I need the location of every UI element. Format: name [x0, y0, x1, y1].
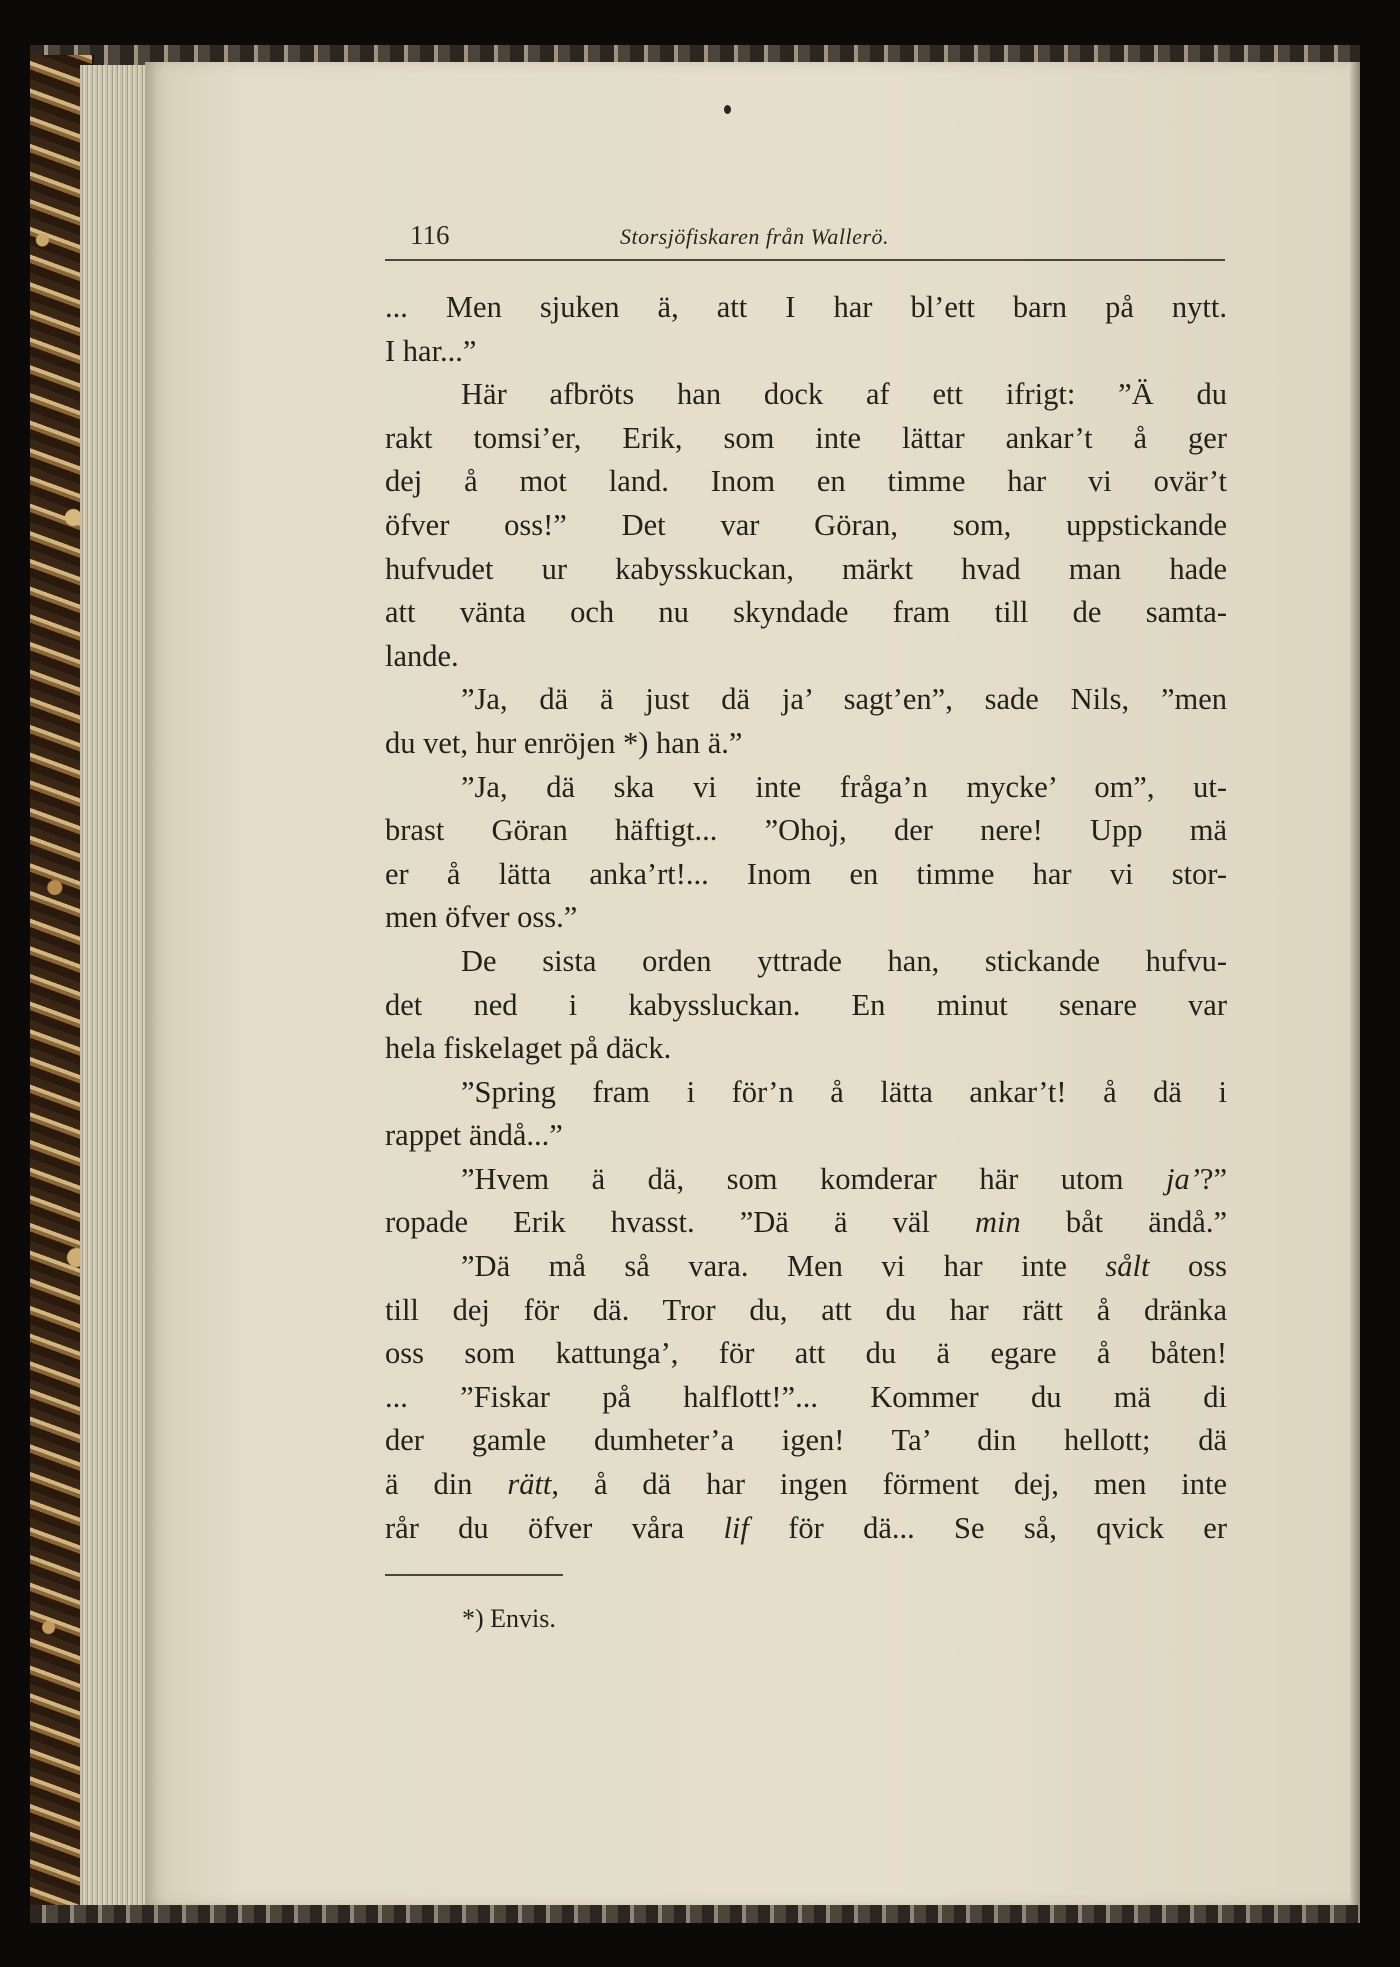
text-line: er å lätta anka’rt!... Inom en timme har vi stor- — [385, 856, 1227, 891]
text-line: öfver oss!” Det var Göran, som, uppstickande — [385, 507, 1227, 542]
text-line: ä din rätt, å dä har ingen förment dej, men inte — [385, 1467, 1227, 1502]
text-line: ”Ja, dä ä just dä ja’ sagt’en”, sade Nils, ”men — [461, 682, 1227, 717]
body-text — [385, 286, 1227, 1550]
footnote-text: Envis. — [490, 1604, 556, 1633]
footnote-marker: *) — [462, 1604, 484, 1633]
header-rule — [385, 259, 1225, 261]
text-line: rår du öfver våra lif för dä... Se så, qvick er — [385, 1510, 1227, 1545]
text-line: De sista orden yttrade han, stickande hufvu- — [461, 943, 1227, 978]
text-line: ... ”Fiskar på halflott!”... Kommer du mä di — [385, 1379, 1227, 1414]
text-line: hufvudet ur kabysskuckan, märkt hvad man hade — [385, 551, 1227, 586]
text-line: lande. — [385, 638, 459, 673]
text-line: rappet ändå...” — [385, 1118, 563, 1153]
text-line: hela fiskelaget på däck. — [385, 1031, 672, 1066]
text-line: der gamle dumheter’a igen! Ta’ din hellott; dä — [385, 1423, 1227, 1458]
text-line: ”Ja, dä ska vi inte fråga’n mycke’ om”, ut- — [461, 769, 1227, 804]
running-title: Storsjöfiskaren från Wallerö. — [620, 224, 889, 249]
page-block-edges — [80, 65, 150, 1905]
text-line: att vänta och nu skyndade fram till de samta- — [385, 595, 1227, 630]
text-line: oss som kattunga’, för att du ä egare å båten! — [385, 1336, 1227, 1371]
footnote-rule — [385, 1574, 563, 1576]
text-line: till dej för dä. Tror du, att du har rätt å dränka — [385, 1292, 1227, 1327]
text-line: ropade Erik hvasst. ”Dä ä väl min båt ändå.” — [385, 1205, 1227, 1240]
text-line: det ned i kabyssluckan. En minut senare var — [385, 987, 1227, 1022]
text-line: dej å mot land. Inom en timme har vi ovär’t — [385, 464, 1227, 499]
text-line: I har...” — [385, 333, 477, 368]
footnote — [462, 1604, 556, 1634]
page-right-edge — [1350, 62, 1360, 1905]
text-line: brast Göran häftigt... ”Ohoj, der nere! Upp mä — [385, 813, 1227, 848]
text-line: rakt tomsi’er, Erik, som inte lättar ankar’t å ger — [385, 420, 1227, 455]
book-bottom-edge — [30, 1905, 1360, 1923]
text-line: du vet, hur enröjen *) han ä.” — [385, 725, 743, 760]
running-header — [385, 216, 1225, 256]
text-line: ”Dä må så vara. Men vi har inte sålt oss — [461, 1249, 1227, 1284]
text-line: ”Spring fram i för’n å lätta ankar’t! å dä i — [461, 1074, 1227, 1109]
page-number: 116 — [410, 220, 450, 250]
text-line: Här afbröts han dock af ett ifrigt: ”Ä du — [461, 377, 1227, 412]
text-line: men öfver oss.” — [385, 900, 578, 935]
text-line: ”Hvem ä dä, som komderar här utom ja’?” — [461, 1161, 1227, 1196]
ink-dot — [724, 105, 731, 114]
text-line: ... Men sjuken ä, att I har bl’ett barn på nytt. — [385, 290, 1227, 324]
